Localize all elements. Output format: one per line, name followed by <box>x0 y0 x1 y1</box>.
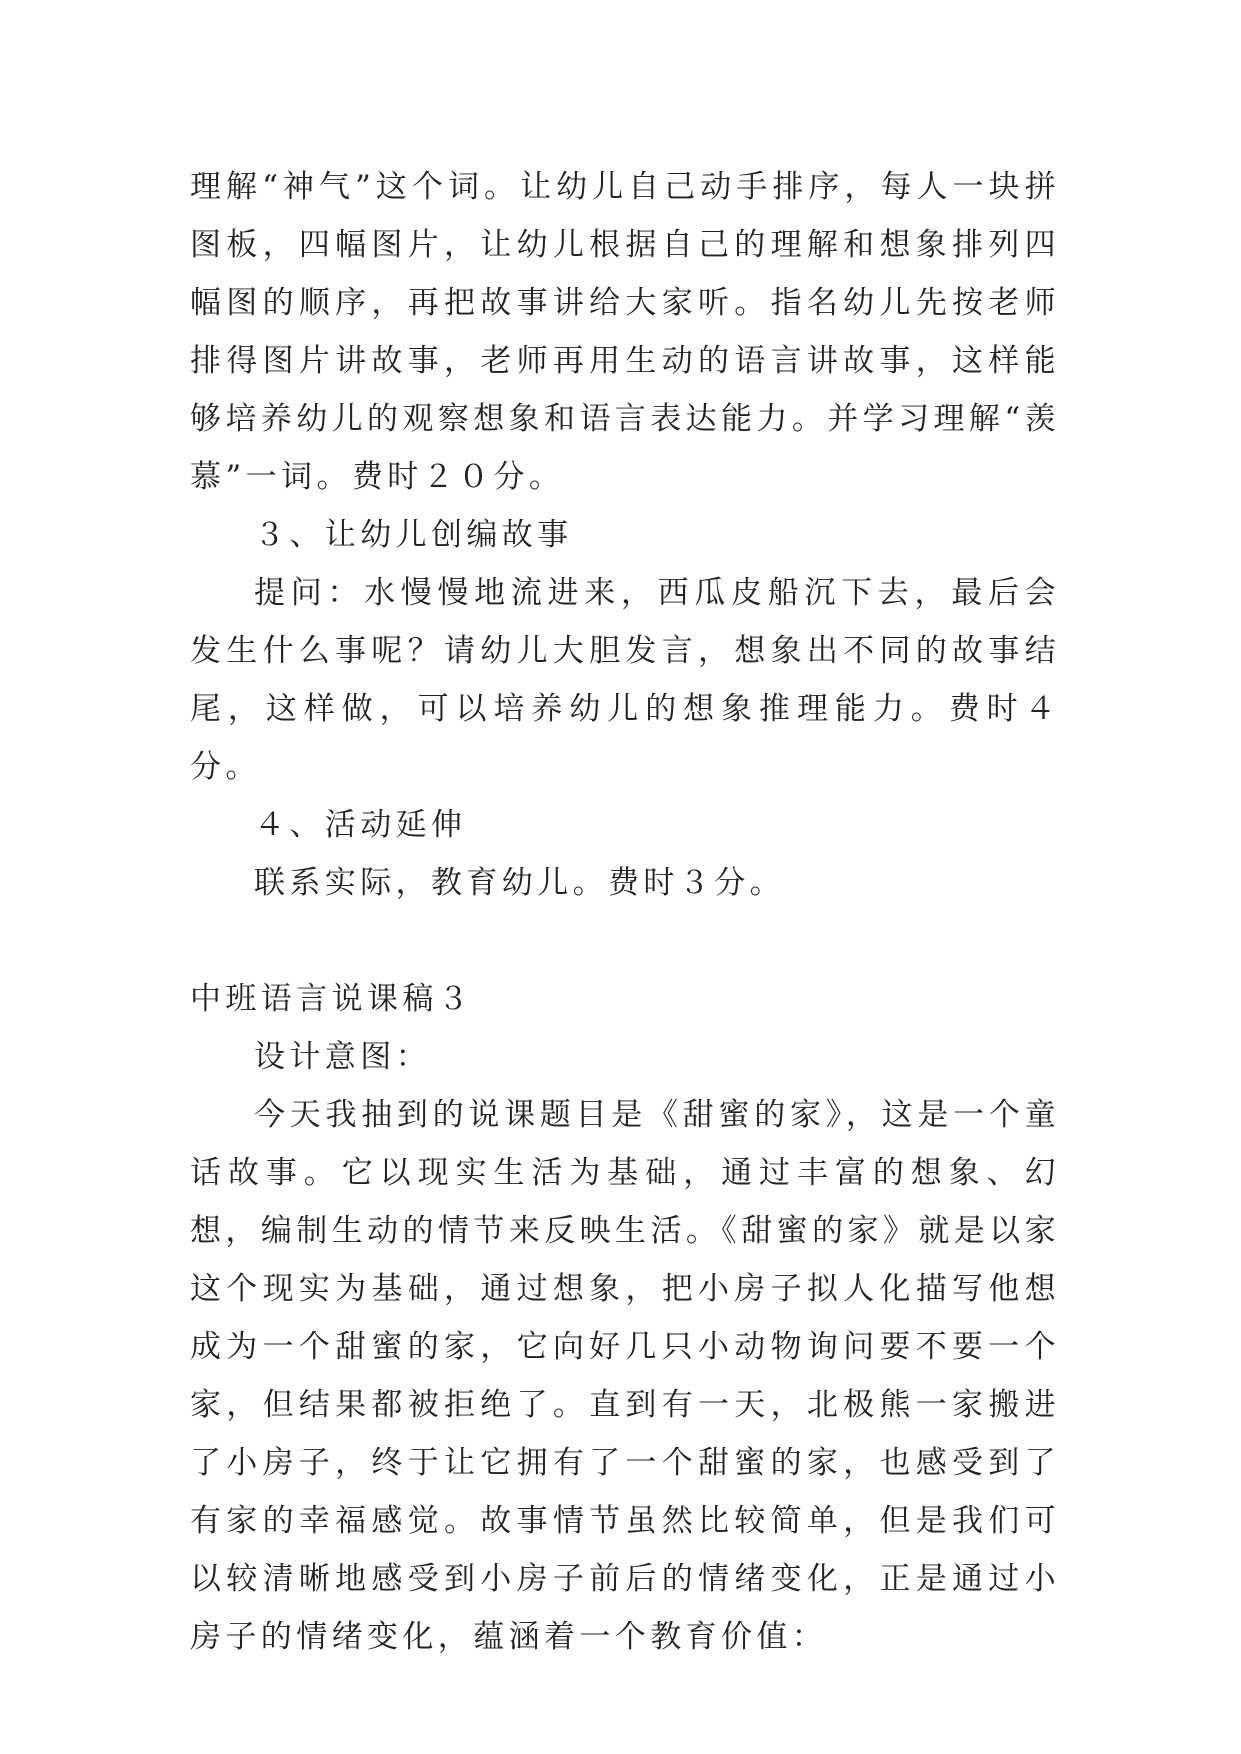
section-title: 中班语言说课稿３ <box>190 981 474 1017</box>
paragraph: 提问：水慢慢地流进来，西瓜皮船沉下去，最后会发生什么事呢？请幼儿大胆发言，想象出不同的故事结尾，这样做，可以培养幼儿的想象推理能力。费时４分。 <box>190 575 1060 785</box>
step-heading: ４、活动延伸 <box>254 807 467 843</box>
document-body <box>190 158 1060 1666</box>
paragraph: 今天我抽到的说课题目是《甜蜜的家》，这是一个童话故事。它以现实生活为基础，通过丰富的想象、幻想，编制生动的情节来反映生活。《甜蜜的家》就是以家这个现实为基础，通过想象，把小房子拟人化描写他想成为一个甜蜜的家，它向好几只小动物询问要不要一个家，但结果都被拒绝了。直到有一天，北极熊一家搬进了小房子，终于让它拥有了一个甜蜜的家，也感受到了有家的幸福感觉。故事情节虽然比较简单，但是我们可以较清晰地感受到小房子前后的情绪变化，正是通过小房子的情绪变化，蕴涵着一个教育价值： <box>190 1097 1060 1655</box>
blank-line <box>190 912 1060 970</box>
paragraph: 理解“神气”这个词。让幼儿自己动手排序，每人一块拼图板，四幅图片，让幼儿根据自己的理解和想象排列四幅图的顺序，再把故事讲给大家听。指名幼儿先按老师排得图片讲故事，老师再用生动的语言讲故事，这样能够培养幼儿的观察想象和语言表达能力。并学习理解“羡慕”一词。费时２０分。 <box>190 169 1060 495</box>
subheading: 设计意图： <box>254 1039 431 1075</box>
paragraph: 联系实际，教育幼儿。费时３分。 <box>254 865 785 901</box>
step-heading: ３、让幼儿创编故事 <box>254 517 573 553</box>
